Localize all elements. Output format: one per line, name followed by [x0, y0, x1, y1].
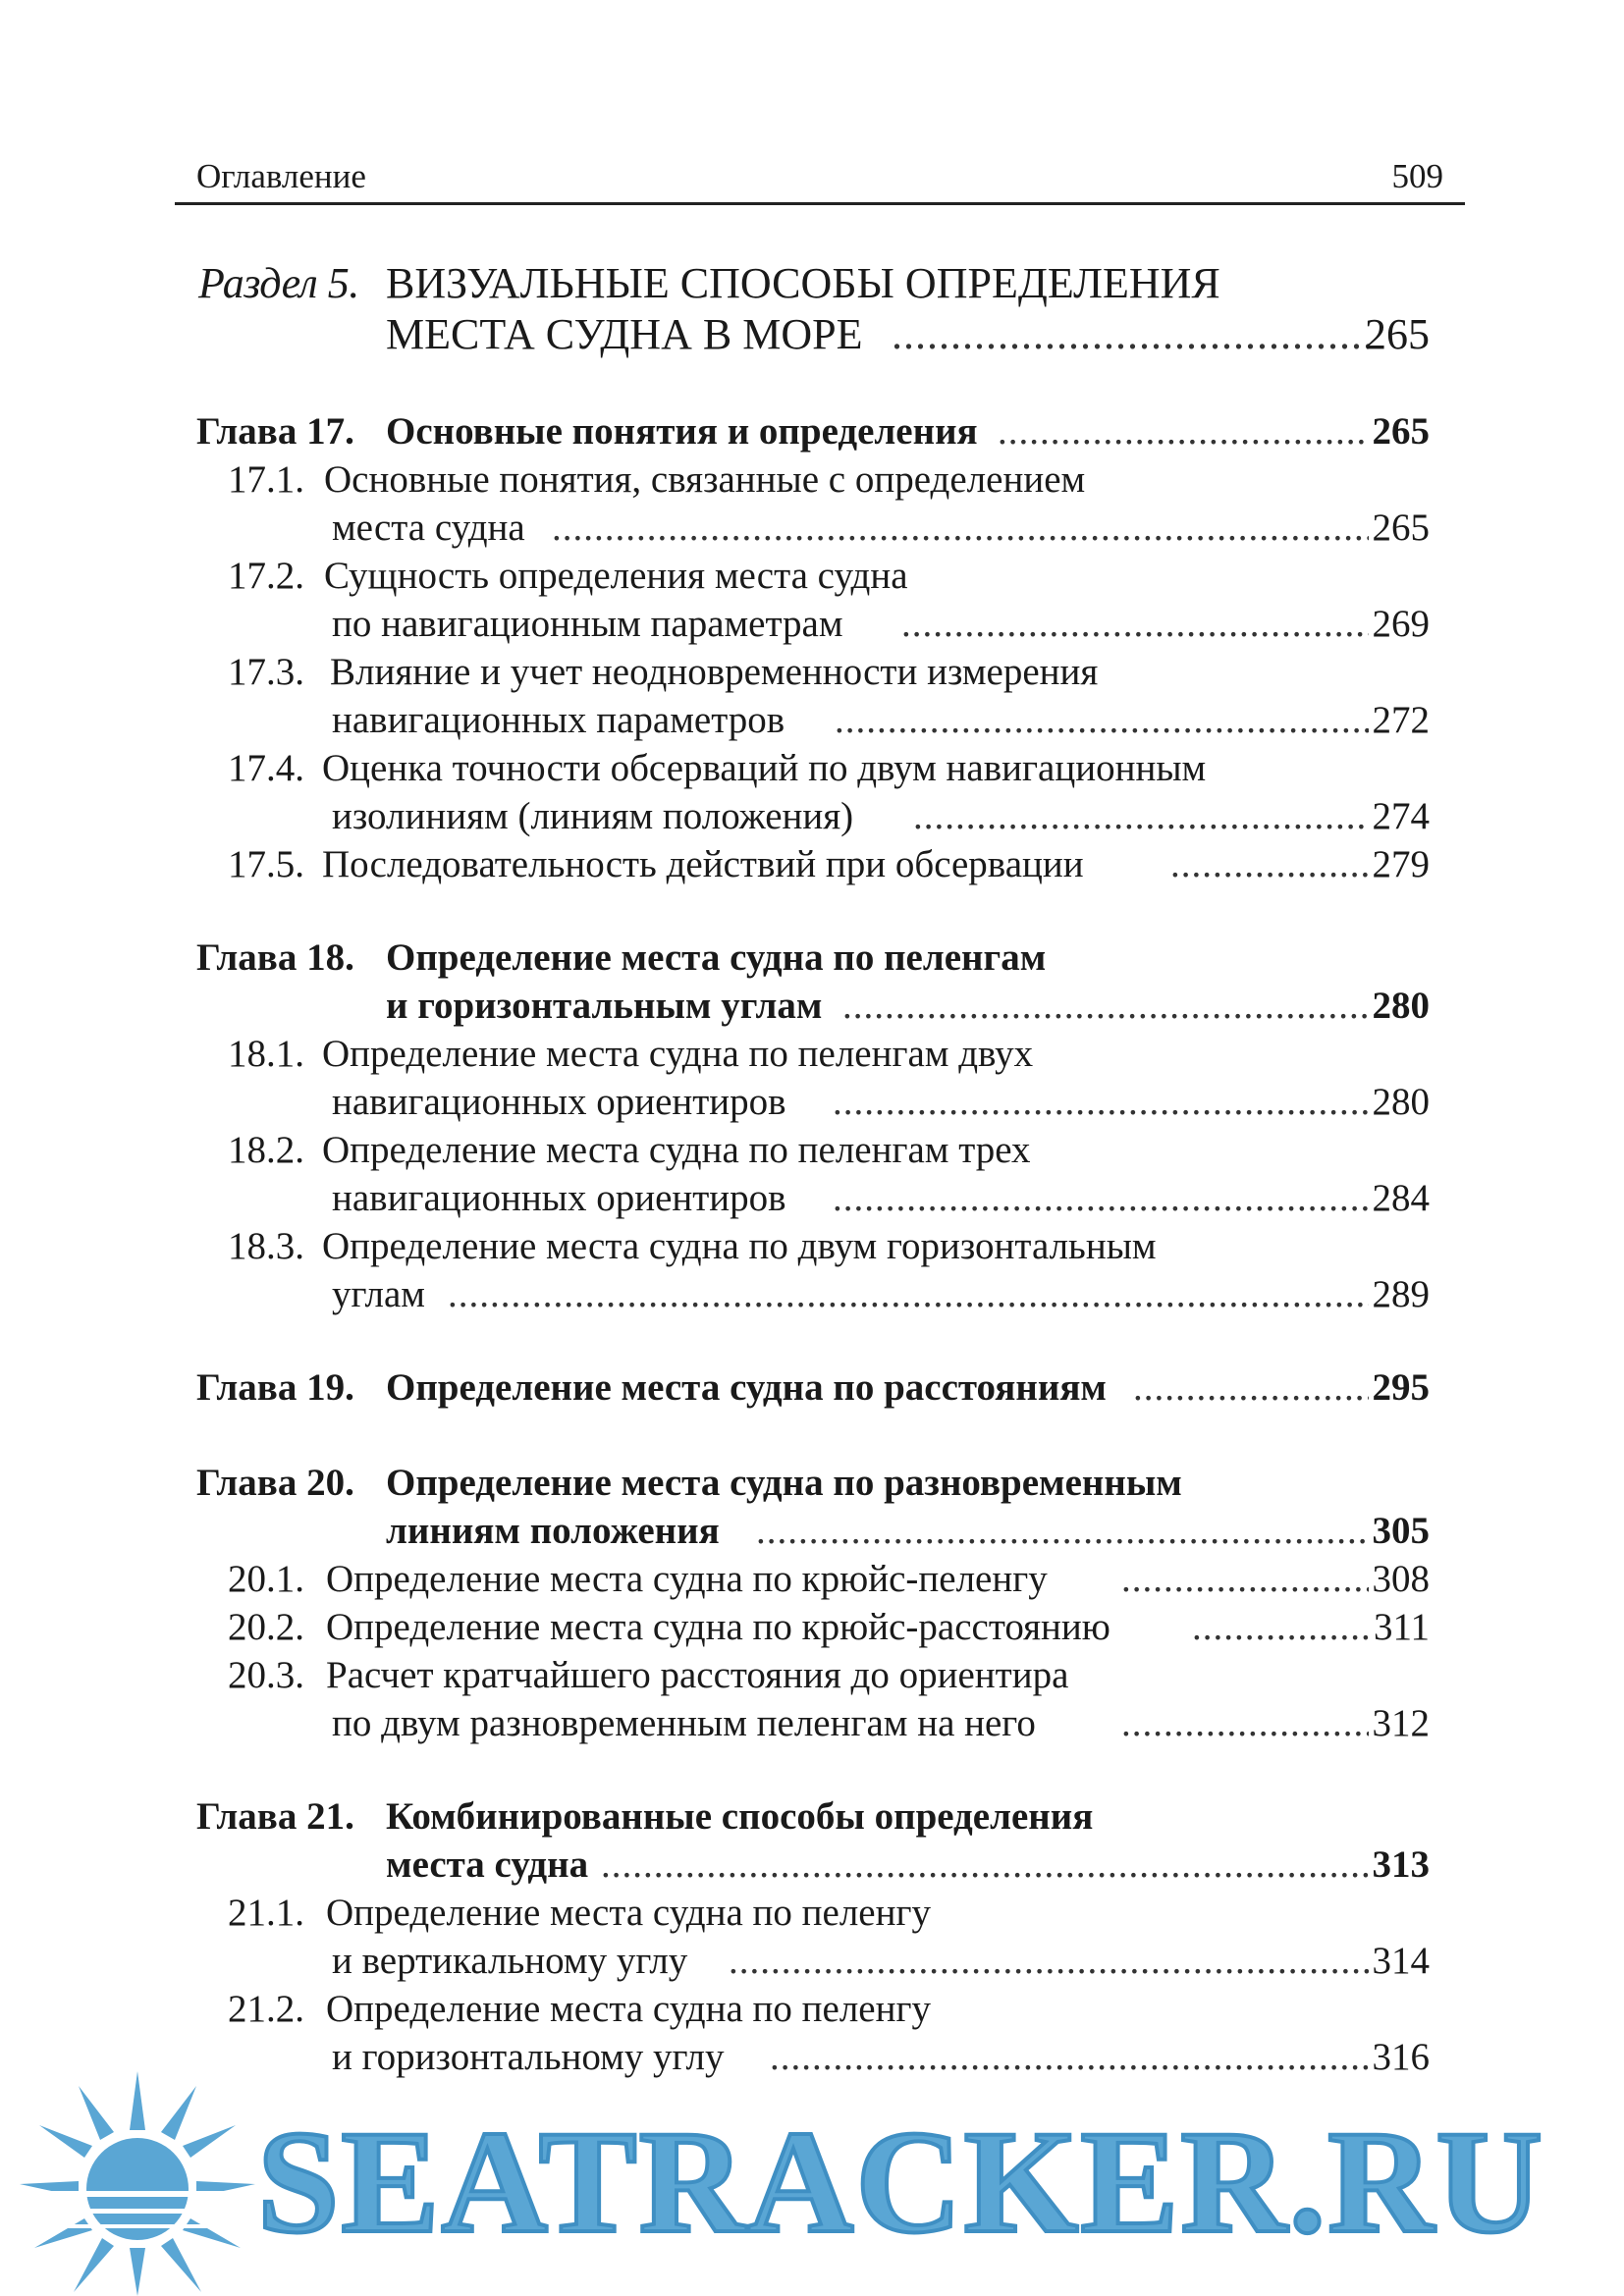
- entry-title: Расчет кратчайшего расстояния до ориентира: [326, 1654, 1069, 1696]
- section-heading-line2: [0, 308, 1624, 361]
- chapter-page: 280: [1372, 985, 1430, 1027]
- leader-dots: [998, 407, 1369, 456]
- leader-dots: [729, 1937, 1369, 1986]
- entry-page: 269: [1372, 603, 1430, 645]
- leader-dots: [448, 1270, 1369, 1319]
- toc-entry-18-1-cont: [0, 1078, 1624, 1127]
- toc-entry-18-2-cont: [0, 1174, 1624, 1223]
- header-page-number: 509: [1391, 157, 1443, 195]
- chapter-18-heading: [0, 934, 1624, 983]
- leader-dots: [552, 504, 1369, 553]
- entry-number: 18.1.: [228, 1033, 304, 1075]
- entry-page: 289: [1372, 1273, 1430, 1315]
- leader-dots: [601, 1841, 1369, 1890]
- running-header: [175, 157, 1465, 205]
- toc-entry-20-3: [0, 1651, 1624, 1700]
- leader-dots: [833, 1174, 1369, 1223]
- entry-title-cont: навигационных параметров: [332, 699, 785, 741]
- entry-page: 274: [1372, 795, 1430, 837]
- entry-title-cont: навигационных ориентиров: [332, 1081, 786, 1123]
- toc-entry-17-4: [0, 744, 1624, 793]
- chapter-label: Глава 21.: [196, 1795, 354, 1838]
- toc-entry-20-3-cont: [0, 1699, 1624, 1748]
- toc-entry-17-4-cont: [0, 792, 1624, 841]
- toc-entry-20-1: [0, 1555, 1624, 1604]
- toc-entry-20-2: [0, 1603, 1624, 1652]
- leader-dots: [1121, 1699, 1369, 1748]
- entry-number: 18.2.: [228, 1129, 304, 1171]
- entry-page: 314: [1372, 1940, 1430, 1982]
- entry-number: 21.2.: [228, 1988, 304, 2030]
- entry-number: 21.1.: [228, 1892, 304, 1934]
- section-title-line1: ВИЗУАЛЬНЫЕ СПОСОБЫ ОПРЕДЕЛЕНИЯ: [386, 259, 1220, 307]
- leader-dots: [833, 1078, 1369, 1127]
- entry-title: Основные понятия, связанные с определением: [324, 458, 1086, 501]
- toc-entry-17-2-cont: [0, 600, 1624, 649]
- toc-entry-18-3-cont: [0, 1270, 1624, 1319]
- sun-logo-icon: [20, 2061, 275, 2296]
- entry-title: Определение места судна по крюйс-пеленгу: [326, 1558, 1048, 1600]
- chapter-title: Основные понятия и определения: [386, 410, 978, 453]
- entry-title: Определение места судна по пеленгу: [326, 1988, 931, 2030]
- entry-number: 17.4.: [228, 747, 304, 789]
- entry-title: Сущность определения места судна: [324, 555, 908, 597]
- entry-title-cont: места судна: [332, 507, 525, 549]
- leader-dots: [1121, 1555, 1369, 1604]
- toc-entry-17-3: [0, 648, 1624, 697]
- leader-dots: [1170, 840, 1369, 889]
- entry-title: Определение места судна по крюйс-расстоянию: [326, 1606, 1110, 1648]
- leader-dots: [1192, 1603, 1369, 1652]
- entry-page: 308: [1372, 1558, 1430, 1600]
- chapter-18-heading-cont: [0, 982, 1624, 1031]
- entry-title-cont: углам: [332, 1273, 425, 1315]
- section-page: 265: [1365, 310, 1430, 358]
- toc-entry-17-3-cont: [0, 696, 1624, 745]
- entry-title-cont: по двум разновременным пеленгам на него: [332, 1702, 1036, 1744]
- entry-page: 265: [1372, 507, 1430, 549]
- section-heading: [0, 257, 1624, 310]
- chapter-19-heading: [0, 1363, 1624, 1413]
- toc-entry-18-2: [0, 1126, 1624, 1175]
- chapter-20-heading-cont: [0, 1507, 1624, 1556]
- entry-page: 311: [1373, 1606, 1430, 1648]
- chapter-title: Определение места судна по расстояниям: [386, 1366, 1107, 1409]
- toc-entry-21-1-cont: [0, 1937, 1624, 1986]
- entry-number: 20.1.: [228, 1558, 304, 1600]
- chapter-title-cont: места судна: [386, 1843, 589, 1886]
- entry-number: 17.5.: [228, 843, 304, 885]
- entry-page: 316: [1372, 2036, 1430, 2078]
- entry-title: Влияние и учет неодновременности измерения: [330, 651, 1099, 693]
- header-title: Оглавление: [196, 157, 366, 195]
- toc-entry-17-5: [0, 840, 1624, 889]
- chapter-17-heading: [0, 407, 1624, 456]
- chapter-title: Комбинированные способы определения: [386, 1795, 1094, 1838]
- toc-entry-17-1-cont: [0, 504, 1624, 553]
- chapter-title-cont: и горизонтальным углам: [386, 985, 823, 1027]
- chapter-title: Определение места судна по пеленгам: [386, 936, 1047, 979]
- entry-title: Оценка точности обсерваций по двум навигационным: [322, 747, 1207, 789]
- chapter-page: 295: [1372, 1366, 1430, 1409]
- entry-title-cont: и горизонтальному углу: [332, 2036, 725, 2078]
- entry-page: 279: [1372, 843, 1430, 885]
- chapter-page: 265: [1372, 410, 1430, 453]
- toc-entry-18-1: [0, 1030, 1624, 1079]
- entry-number: 18.3.: [228, 1225, 304, 1267]
- entry-title: Определение места судна по пеленгу: [326, 1892, 931, 1934]
- chapter-21-heading: [0, 1792, 1624, 1842]
- leader-dots: [913, 792, 1369, 841]
- section-title-line2: МЕСТА СУДНА В МОРЕ: [386, 310, 863, 358]
- entry-title: Последовательность действий при обсервации: [322, 843, 1084, 885]
- toc-entry-17-1: [0, 455, 1624, 505]
- leader-dots: [1133, 1363, 1369, 1413]
- entry-number: 17.2.: [228, 555, 304, 597]
- entry-number: 17.3.: [228, 651, 304, 693]
- entry-page: 272: [1372, 699, 1430, 741]
- toc-entry-21-2: [0, 1985, 1624, 2034]
- watermark-text: SEATRACKER.RU: [257, 2101, 1544, 2264]
- leader-dots: [756, 1507, 1369, 1556]
- entry-page: 280: [1372, 1081, 1430, 1123]
- chapter-page: 305: [1372, 1510, 1430, 1552]
- chapter-label: Глава 20.: [196, 1462, 354, 1504]
- entry-page: 312: [1372, 1702, 1430, 1744]
- entry-title-cont: по навигационным параметрам: [332, 603, 843, 645]
- toc-entry-21-1: [0, 1889, 1624, 1938]
- entry-title: Определение места судна по двум горизонтальным: [322, 1225, 1157, 1267]
- chapter-page: 313: [1372, 1843, 1430, 1886]
- leader-dots: [901, 600, 1369, 649]
- entry-page: 284: [1372, 1177, 1430, 1219]
- leader-dots: [835, 696, 1369, 745]
- entry-number: 20.2.: [228, 1606, 304, 1648]
- entry-title-cont: навигационных ориентиров: [332, 1177, 786, 1219]
- toc-entry-18-3: [0, 1222, 1624, 1271]
- entry-number: 17.1.: [228, 458, 304, 501]
- chapter-20-heading: [0, 1459, 1624, 1508]
- leader-dots: [892, 308, 1369, 357]
- chapter-label: Глава 18.: [196, 936, 354, 979]
- section-label: Раздел 5.: [198, 259, 359, 307]
- chapter-label: Глава 19.: [196, 1366, 354, 1409]
- chapter-title: Определение места судна по разновременным: [386, 1462, 1182, 1504]
- chapter-21-heading-cont: [0, 1841, 1624, 1890]
- chapter-title-cont: линиям положения: [386, 1510, 720, 1552]
- chapter-label: Глава 17.: [196, 410, 354, 453]
- entry-title: Определение места судна по пеленгам трех: [322, 1129, 1031, 1171]
- entry-title: Определение места судна по пеленгам двух: [322, 1033, 1034, 1075]
- leader-dots: [842, 982, 1369, 1031]
- toc-entry-17-2: [0, 552, 1624, 601]
- entry-title-cont: и вертикальному углу: [332, 1940, 688, 1982]
- entry-number: 20.3.: [228, 1654, 304, 1696]
- entry-title-cont: изолиниям (линиям положения): [332, 795, 854, 837]
